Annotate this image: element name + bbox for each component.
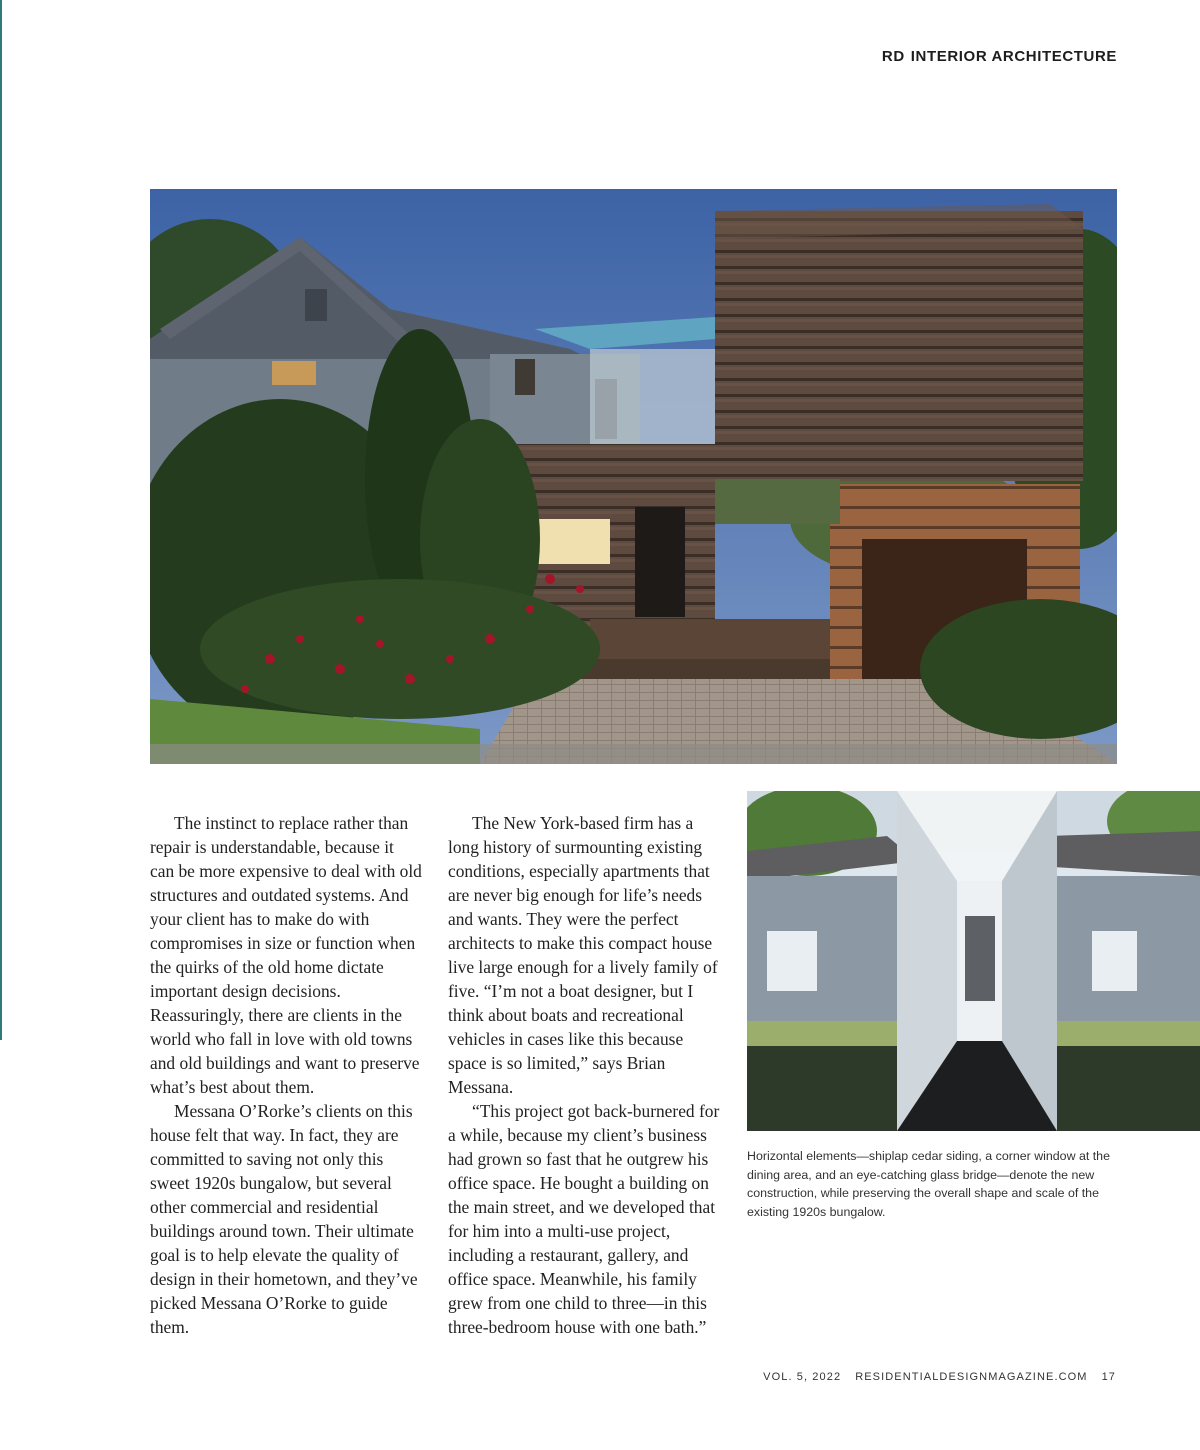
article-paragraph: “This project got back-burnered for a while, because my client’s business had grown so fast that he outgrew his office space. He bought a building on the main street, and we developed that for him into a multi-use project, including a restaurant, gallery, and office space. Meanwhile, his family grew from one child to three—in this three-bedroom house with one bath.” [448, 1101, 720, 1337]
inset-photo [747, 791, 1200, 1131]
page-footer [763, 1371, 1116, 1383]
page-edge-accent [0, 0, 2, 1040]
website-label: RESIDENTIALDESIGNMAGAZINE.COM [855, 1371, 1088, 1383]
photo-caption: Horizontal elements—shiplap cedar siding, a corner window at the dining area, and an eye-catching glass bridge—denote the new construction, while preserving the overall shape and scale of the existing 1920s bungalow. [747, 1149, 1110, 1219]
article-column-1 [150, 811, 422, 1339]
section-title: INTERIOR ARCHITECTURE [910, 48, 1117, 65]
magazine-prefix: RD [881, 48, 905, 65]
article-paragraph: The New York-based firm has a long history of surmounting existing conditions, especially apartments that are never big enough for life’s needs and wants. They were the perfect architects to make this compact house live large enough for a lively family of five. “I’m not a boat designer, but I think about boats and recreational vehicles in cases like this because space is so limited,” says Brian Messana. [448, 813, 718, 1097]
article-column-2 [448, 811, 723, 1339]
section-header [882, 48, 1117, 65]
article-paragraph: The instinct to replace rather than repair is understandable, because it can be more expensive to deal with old structures and outdated systems. And your client has to make do with compromises in size or function when the quirks of the old home dictate important design decisions. Reassuringly, there are clients in the world who fall in love with old towns and old buildings and want to preserve what’s best about them. [150, 813, 422, 1097]
hero-photo [150, 189, 1117, 764]
volume-label: VOL. 5, 2022 [763, 1371, 842, 1383]
article-paragraph: Messana O’Rorke’s clients on this house felt that way. In fact, they are committed to saving not only this sweet 1920s bungalow, but several other commercial and residential buildings around town. Their ultimate goal is to help elevate the quality of design in their hometown, and they’ve picked Messana O’Rorke to guide them. [150, 1101, 418, 1337]
page-number: 17 [1101, 1371, 1116, 1383]
